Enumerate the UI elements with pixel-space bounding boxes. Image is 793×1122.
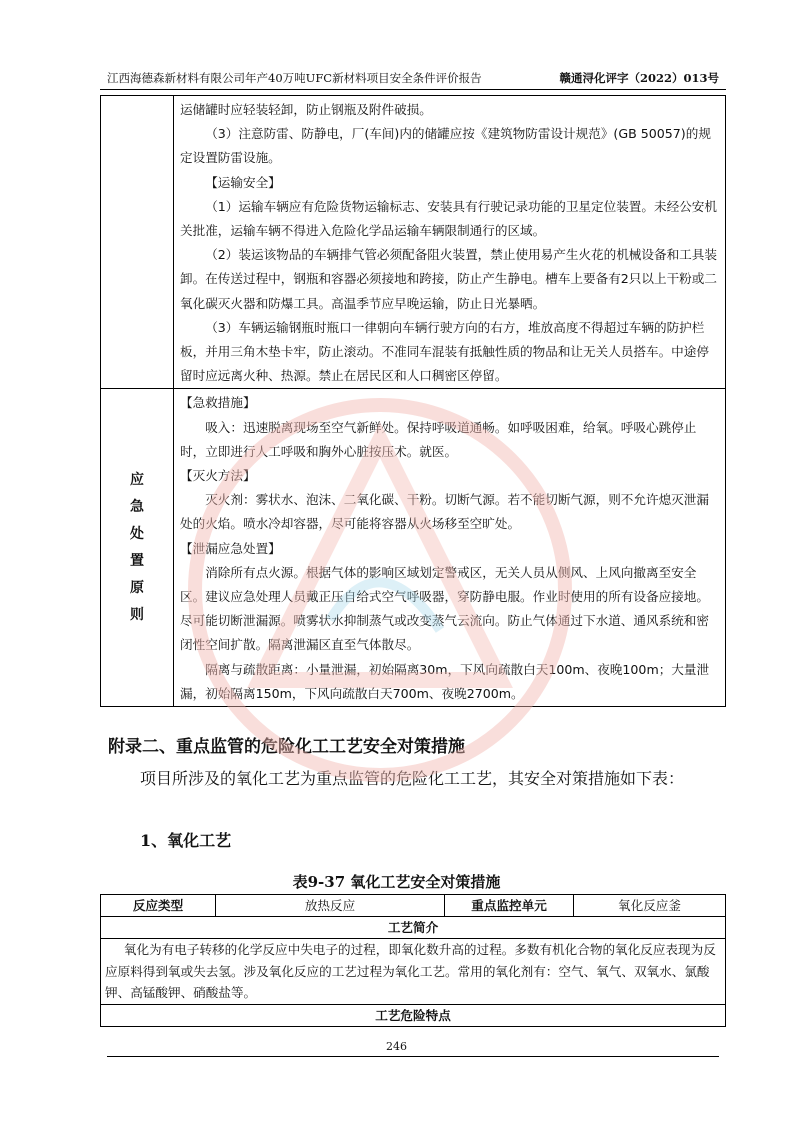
section-title: 附录二、重点监管的危险化工工艺安全对策措施 — [108, 737, 465, 757]
paragraph: 【灭火方法】 — [180, 468, 256, 484]
category-char: 应 — [130, 471, 144, 488]
footer-divider — [107, 1056, 719, 1057]
category-char: 原 — [130, 579, 144, 596]
page-number: 246 — [386, 1040, 407, 1053]
category-char: 则 — [130, 606, 144, 623]
paragraph: 【运输安全】 — [205, 174, 281, 190]
key-unit-label: 重点监控单元 — [445, 895, 574, 917]
paragraph: 灭火剂：雾状水、泡沫、二氧化碳、干粉。切断气源。若不能切断气源，则不允许熄灭泄漏处的火焰。喷水冷却容器，尽可能将容器从火场移至空旷处。 — [180, 492, 709, 532]
table-row — [101, 917, 726, 939]
process-intro-text: 氧化为有电子转移的化学反应中失电子的过程，即氧化数升高的过程。多数有机化合物的氧化反应表现为反应原料得到氧或失去氢。涉及氧化反应的工艺过程为氧化工艺。常用的氧化剂有：空气、氧气、双氧水、氯酸钾、高锰酸钾、硝酸盐等。 — [101, 939, 726, 1005]
header-report-number: 赣通浔化评字（2022）013号 — [559, 71, 719, 85]
row-content — [174, 96, 726, 389]
row-category — [101, 96, 174, 389]
header-divider — [100, 89, 726, 90]
paragraph: 【急救措施】 — [180, 395, 256, 411]
reaction-type-value: 放热反应 — [216, 895, 445, 917]
paragraph: （1）运输车辆应有危险货物运输标志、安装具有行驶记录功能的卫星定位装置。未经公安机关批准，运输车辆不得进入危险化学品运输车辆限制通行的区域。 — [180, 198, 717, 239]
table-row — [101, 96, 726, 389]
reaction-type-label: 反应类型 — [101, 895, 216, 917]
paragraph: （3）注意防雷、防静电，厂(车间)内的储罐应按《建筑物防雷设计规范》(GB 50057)的规定设置防雷设施。 — [180, 126, 711, 166]
paragraph-list — [180, 98, 719, 388]
table-row — [101, 389, 726, 707]
table-caption: 表9-37 氧化工艺安全对策措施 — [292, 873, 501, 891]
msds-table — [100, 95, 726, 707]
category-char: 置 — [130, 552, 144, 569]
row-category-emergency — [101, 389, 174, 707]
header-report-title: 江西海德森新材料有限公司年产40万吨UFC新材料项目安全条件评价报告 — [107, 71, 482, 85]
paragraph: （3）车辆运输钢瓶时瓶口一律朝向车辆行驶方向的右方，堆放高度不得超过车辆的防护栏板，并用三角木垫卡牢，防止滚动。不准同车混装有抵触性质的物品和让无关人员搭车。中途停留时应远离火种、热源。禁止在居民区和人口稠密区停留。 — [180, 319, 709, 384]
paragraph: 消除所有点火源。根据气体的影响区域划定警戒区，无关人员从侧风、上风向撤离至安全区。建议应急处理人员戴正压自给式空气呼吸器，穿防静电服。作业时使用的所有设备应接地。尽可能切断泄漏源。喷雾状水抑制蒸气或改变蒸气云流向。防止气体通过下水道、通风系统和密闭性空间扩散。隔离泄漏区直至气体散尽。 — [180, 564, 709, 653]
vertical-category-label — [101, 467, 173, 629]
page-header — [107, 70, 719, 86]
table-row — [101, 939, 726, 1005]
oxidation-process-table — [100, 894, 726, 1027]
process-intro-heading: 工艺简介 — [101, 917, 726, 939]
row-content — [174, 389, 726, 707]
table-row — [101, 895, 726, 917]
key-unit-value: 氧化反应釜 — [574, 895, 726, 917]
category-char: 急 — [130, 498, 144, 515]
table-row — [101, 1004, 726, 1026]
paragraph: 吸入：迅速脱离现场至空气新鲜处。保持呼吸道通畅。如呼吸困难，给氧。呼吸心跳停止时，立即进行人工呼吸和胸外心脏按压术。就医。 — [180, 419, 697, 459]
paragraph: 隔离与疏散距离：小量泄漏，初始隔离30m，下风向疏散白天100m、夜晚100m；大量泄漏，初始隔离150m，下风向疏散白天700m、夜晚2700m。 — [180, 661, 710, 701]
paragraph: （2）装运该物品的车辆排气管必须配备阻火装置，禁止使用易产生火花的机械设备和工具装卸。在传送过程中，钢瓶和容器必须接地和跨接，防止产生静电。槽车上要备有2只以上干粉或二氧化碳灭火器和防爆工具。高温季节应早晚运输，防止日光暴晒。 — [180, 247, 717, 311]
category-char: 处 — [130, 525, 144, 542]
paragraph-list — [180, 391, 719, 706]
paragraph: 【泄漏应急处置】 — [180, 540, 281, 556]
process-hazard-heading: 工艺危险特点 — [101, 1004, 726, 1026]
section-intro: 项目所涉及的氧化工艺为重点监管的危险化工工艺，其安全对策措施如下表： — [140, 769, 685, 788]
paragraph: 运储罐时应轻装轻卸，防止钢瓶及附件破损。 — [180, 102, 432, 117]
subsection-title: 1、氧化工艺 — [140, 831, 232, 850]
